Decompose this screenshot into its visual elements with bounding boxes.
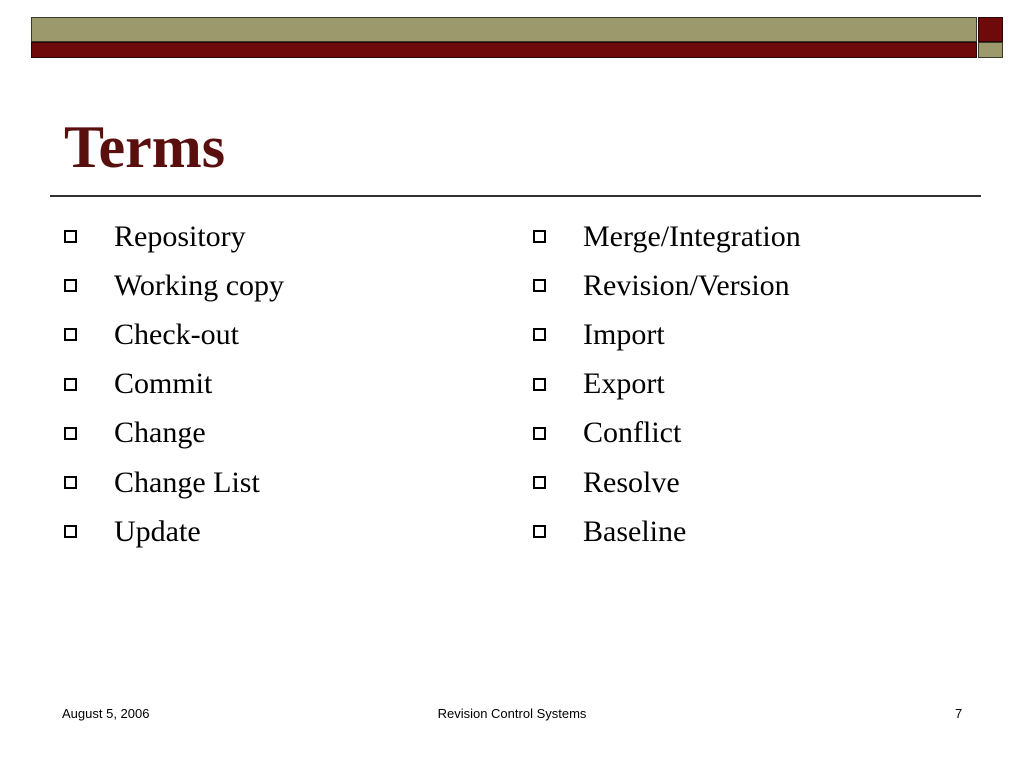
term-label: Update	[114, 514, 201, 548]
list-item	[533, 507, 801, 556]
hollow-square-bullet-icon	[64, 328, 77, 341]
hollow-square-bullet-icon	[533, 378, 546, 391]
slide-title: Terms	[64, 114, 226, 180]
title-divider	[50, 195, 981, 197]
corner-square-olive	[978, 42, 1003, 58]
term-label: Commit	[114, 367, 213, 401]
list-item	[64, 409, 284, 458]
list-item	[533, 360, 801, 409]
list-item	[64, 458, 284, 507]
hollow-square-bullet-icon	[533, 279, 546, 292]
list-item	[533, 261, 801, 310]
hollow-square-bullet-icon	[533, 476, 546, 489]
header-band-olive	[31, 17, 977, 42]
corner-square-maroon	[978, 17, 1003, 42]
term-label: Import	[583, 317, 665, 351]
footer-date: August 5, 2006	[62, 706, 150, 721]
list-item	[64, 261, 284, 310]
list-item	[64, 360, 284, 409]
hollow-square-bullet-icon	[64, 230, 77, 243]
list-item	[533, 458, 801, 507]
hollow-square-bullet-icon	[64, 378, 77, 391]
list-item	[64, 310, 284, 359]
term-label: Change	[114, 416, 206, 450]
term-label: Baseline	[583, 514, 687, 548]
term-label: Check-out	[114, 317, 239, 351]
left-term-list	[64, 212, 284, 556]
hollow-square-bullet-icon	[533, 328, 546, 341]
hollow-square-bullet-icon	[64, 427, 77, 440]
list-item	[64, 212, 284, 261]
list-item	[533, 409, 801, 458]
term-label: Merge/Integration	[583, 219, 801, 253]
term-label: Export	[583, 367, 665, 401]
list-item	[64, 507, 284, 556]
right-term-list	[533, 212, 801, 556]
term-label: Conflict	[583, 416, 682, 450]
hollow-square-bullet-icon	[533, 525, 546, 538]
hollow-square-bullet-icon	[533, 230, 546, 243]
list-item	[533, 212, 801, 261]
header-band-maroon	[31, 42, 977, 58]
list-item	[533, 310, 801, 359]
term-label: Resolve	[583, 465, 680, 499]
footer-title: Revision Control Systems	[437, 706, 587, 721]
term-label: Revision/Version	[583, 268, 790, 302]
hollow-square-bullet-icon	[64, 279, 77, 292]
hollow-square-bullet-icon	[64, 476, 77, 489]
hollow-square-bullet-icon	[533, 427, 546, 440]
term-label: Repository	[114, 219, 246, 253]
hollow-square-bullet-icon	[64, 525, 77, 538]
term-label: Working copy	[114, 268, 285, 302]
term-label: Change List	[114, 465, 260, 499]
footer-page-number: 7	[955, 706, 963, 721]
